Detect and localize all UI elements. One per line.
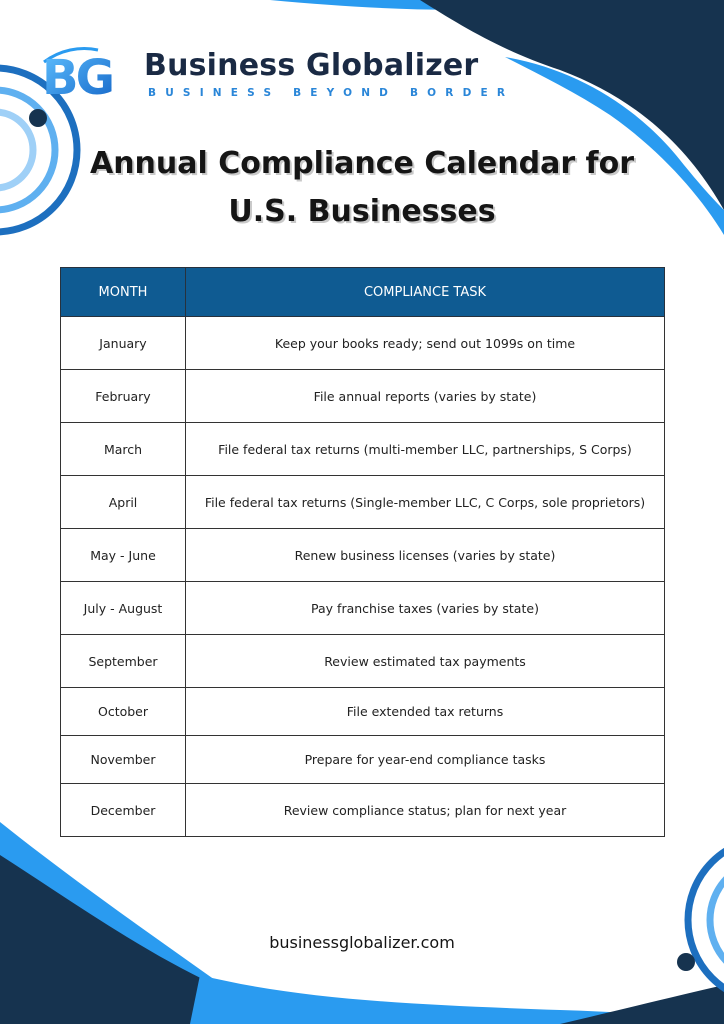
task-cell: File extended tax returns [186,688,665,736]
task-cell: Prepare for year-end compliance tasks [186,736,665,784]
table-row [61,736,665,784]
bg-logo-mark [40,44,132,100]
month-cell: January [61,317,186,370]
table-row [61,635,665,688]
page-title: Annual Compliance Calendar for U.S. Businesses [89,146,635,229]
brand-tagline: BUSINESS BEYOND BORDER [148,87,515,99]
month-cell: November [61,736,186,784]
right-rings [688,838,724,1002]
right-ring-dot [677,953,695,971]
month-cell: September [61,635,186,688]
month-cell: May - June [61,529,186,582]
task-cell: File federal tax returns (Single-member LLC, C Corps, sole proprietors) [186,476,665,529]
month-cell: February [61,370,186,423]
task-cell: Renew business licenses (varies by state) [186,529,665,582]
month-cell: October [61,688,186,736]
website-url: businessglobalizer.com [269,933,455,952]
table-row [61,529,665,582]
compliance-calendar-table [60,267,665,837]
header-month: MONTH [61,268,186,317]
task-cell: Review compliance status; plan for next year [186,784,665,837]
header-task: COMPLIANCE TASK [186,268,665,317]
brand-logo [40,44,515,104]
table-row [61,317,665,370]
brand-name: Business Globalizer [144,48,479,83]
task-cell: Review estimated tax payments [186,635,665,688]
month-cell: December [61,784,186,837]
task-cell: File federal tax returns (multi-member LLC, partnerships, S Corps) [186,423,665,476]
table-row [61,784,665,837]
task-cell: File annual reports (varies by state) [186,370,665,423]
table-row [61,688,665,736]
table-row [61,476,665,529]
month-cell: July - August [61,582,186,635]
task-cell: Pay franchise taxes (varies by state) [186,582,665,635]
month-cell: April [61,476,186,529]
table-row [61,423,665,476]
logo-letters: BG [42,50,112,100]
table-row [61,582,665,635]
table-header-row [61,268,665,317]
month-cell: March [61,423,186,476]
left-ring-dot [29,109,47,127]
table-row [61,370,665,423]
task-cell: Keep your books ready; send out 1099s on time [186,317,665,370]
